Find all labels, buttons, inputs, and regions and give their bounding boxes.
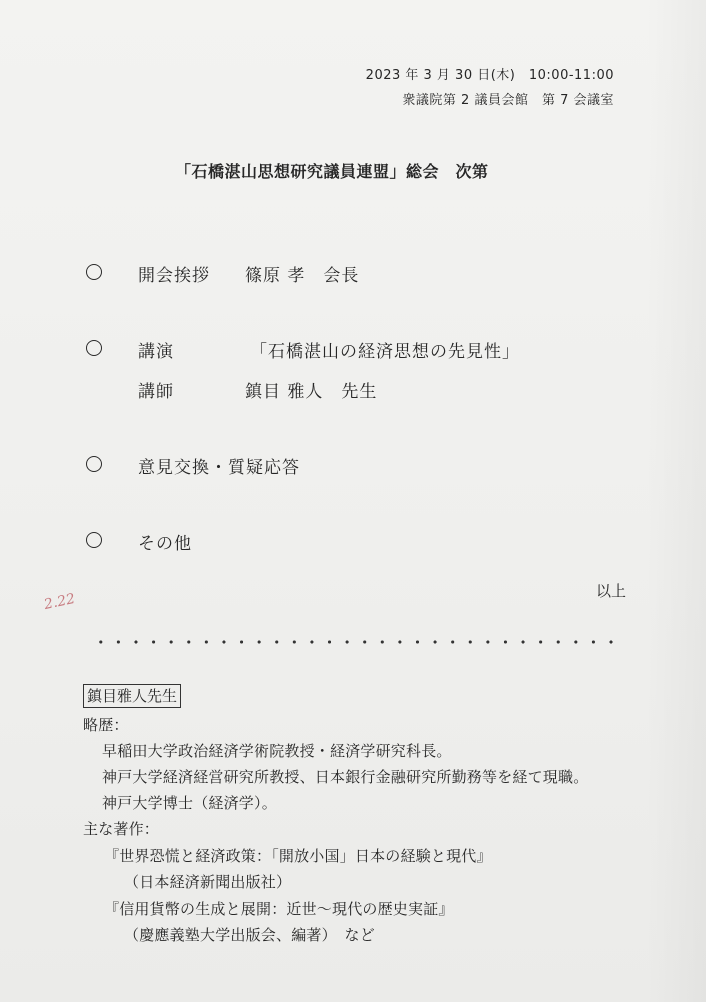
meeting-date-time: 2023 年 3 月 30 日(木) 10:00-11:00 (365, 68, 614, 83)
career-label: 略歴： (83, 716, 129, 734)
career-line: 神戸大学経済経営研究所教授、日本銀行金融研究所勤務等を経て現職。 (102, 768, 589, 786)
agenda-item-heading: 意見交換・質疑応答 (138, 458, 300, 478)
agenda-item-detail: 篠原 孝 会長 (245, 266, 360, 286)
agenda-item-detail: 「石橋湛山の経済思想の先見性」 (250, 342, 520, 362)
agenda-item-heading: 講演 (138, 342, 174, 362)
agenda-item-heading: 講師 (138, 382, 174, 402)
bullet-circle-icon (86, 456, 102, 472)
document-title: 「石橋湛山思想研究議員連盟」総会 次第 (175, 162, 489, 181)
dotted-separator (92, 640, 622, 644)
agenda-item-heading: その他 (138, 534, 192, 554)
works-line: （慶應義塾大学出版会、編著） など (124, 926, 375, 944)
bullet-circle-icon (86, 340, 102, 356)
bullet-circle-icon (86, 264, 102, 280)
agenda-item-heading: 開会挨拶 (138, 266, 210, 286)
works-line: 『信用貨幣の生成と展開：近世～現代の歴史実証』 (104, 900, 454, 918)
pencil-annotation: 2.22 (42, 590, 77, 614)
career-line: 早稲田大学政治経済学術院教授・経済学研究科長。 (102, 742, 452, 760)
works-line: （日本経済新聞出版社） (124, 873, 292, 891)
bullet-circle-icon (86, 532, 102, 548)
works-label: 主な著作： (83, 820, 160, 838)
career-line: 神戸大学博士（経済学）。 (102, 794, 277, 812)
speaker-name-box: 鎮目雅人先生 (83, 684, 181, 708)
closing-text: 以上 (595, 582, 626, 600)
works-line: 『世界恐慌と経済政策：「開放小国」日本の経験と現代』 (104, 847, 492, 865)
meeting-venue: 衆議院第 2 議員会館 第 7 会議室 (402, 93, 614, 108)
agenda-item-detail: 鎮目 雅人 先生 (245, 382, 378, 402)
